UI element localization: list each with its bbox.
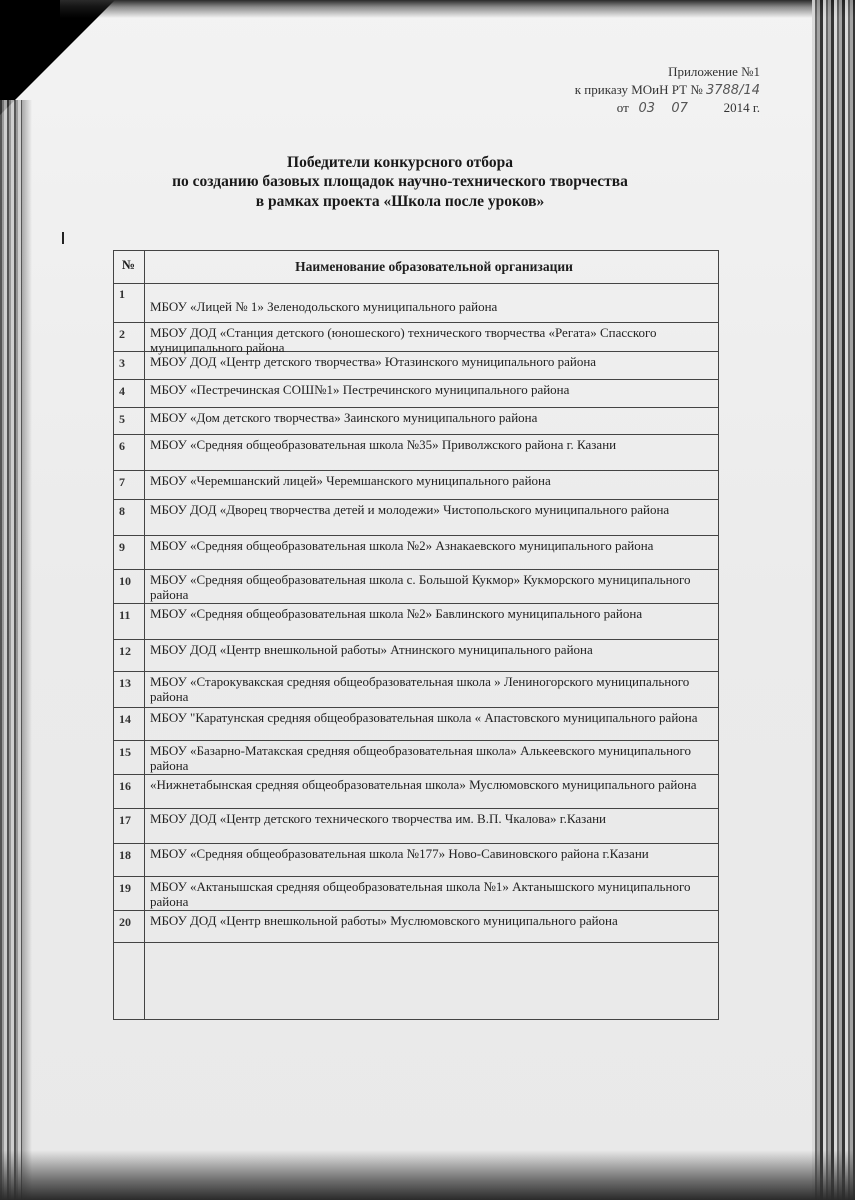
row-number: 11 <box>119 608 131 622</box>
row-number: 10 <box>119 574 131 588</box>
table-row <box>114 708 718 741</box>
table-row <box>114 741 718 775</box>
row-number: 13 <box>119 676 131 690</box>
row-number: 20 <box>119 915 131 929</box>
row-number: 5 <box>119 412 125 426</box>
annex-label: Приложение №1 <box>668 64 760 79</box>
header-name: Наименование образовательной организации <box>295 259 573 274</box>
document-title-line-1: Победители конкурсного отбора <box>287 154 513 171</box>
document-title-line-2: по созданию базовых площадок научно-технического творчества <box>172 173 628 190</box>
organization-name: МБОУ «Средняя общеобразовательная школа №177» Ново-Савиновского района г.Казани <box>150 846 649 861</box>
organization-name: МБОУ ДОД «Станция детского (юношеского) технического творчества «Регата» Спасского муниципального района <box>150 325 657 355</box>
table-row <box>114 877 718 911</box>
table-row <box>114 570 718 604</box>
row-number: 18 <box>119 848 131 862</box>
header-num: № <box>122 257 136 272</box>
scan-edge-bottom <box>0 1150 855 1200</box>
table-row <box>114 844 718 877</box>
table-row <box>114 809 718 844</box>
row-number: 7 <box>119 475 125 489</box>
organization-name: «Нижнетабынская средняя общеобразовательная школа» Муслюмовского муниципального района <box>150 777 697 792</box>
table-row <box>114 408 718 435</box>
date-year: 2014 г. <box>723 100 760 115</box>
table-row <box>114 323 718 355</box>
table-row <box>114 380 718 408</box>
document-title-line-3: в рамках проекта «Школа после уроков» <box>255 193 545 210</box>
organization-name: МБОУ «Черемшанский лицей» Черемшанского муниципального района <box>150 473 551 488</box>
table-row <box>114 283 718 323</box>
organization-name: МБОУ «Дом детского творчества» Заинского муниципального района <box>150 410 538 425</box>
order-reference <box>440 82 760 98</box>
row-number: 4 <box>119 384 125 398</box>
organization-name: МБОУ «Средняя общеобразовательная школа №2» Азнакаевского муниципального района <box>150 538 654 553</box>
table-header <box>114 251 718 284</box>
row-number: 19 <box>119 881 131 895</box>
scan-shadow-left <box>22 100 32 1200</box>
table-row <box>114 500 718 536</box>
row-number: 14 <box>119 712 131 726</box>
table-row <box>114 352 718 380</box>
organization-name: МБОУ ДОД «Центр детского технического творчества им. В.П. Чкалова» г.Казани <box>150 811 606 826</box>
row-number: 8 <box>119 504 125 518</box>
organization-name: МБОУ «Средняя общеобразовательная школа с. Большой Кукмор» Кукморского муниципального района <box>150 572 691 602</box>
row-number: 17 <box>119 813 131 827</box>
row-number: 3 <box>119 356 125 370</box>
organization-name: МБОУ ДОД «Центр внешкольной работы» Муслюмовского муниципального района <box>150 913 618 928</box>
organization-name: МБОУ «Средняя общеобразовательная школа №2» Бавлинского муниципального района <box>150 606 643 621</box>
date-month: 07 <box>671 101 688 116</box>
row-number: 2 <box>119 327 125 341</box>
organization-name: МБОУ «Лицей № 1» Зеленодольского муниципального района <box>150 299 498 314</box>
table-row <box>114 943 718 975</box>
table-row <box>114 471 718 500</box>
row-number: 16 <box>119 779 131 793</box>
row-number: 15 <box>119 745 131 759</box>
organization-name: МБОУ ДОД «Центр внешкольной работы» Атнинского муниципального района <box>150 642 593 657</box>
scan-edge-right <box>812 0 855 1200</box>
row-number: 6 <box>119 439 125 453</box>
table-row <box>114 435 718 471</box>
order-prefix: к приказу МОиН РТ № <box>574 82 703 97</box>
organization-name: МБОУ «Пестречинская СОШ№1» Пестречинского муниципального района <box>150 382 570 397</box>
table-row <box>114 911 718 943</box>
organization-name: МБОУ «Средняя общеобразовательная школа №35» Приволжского района г. Казани <box>150 437 617 452</box>
organization-name: МБОУ ДОД «Дворец творчества детей и молодежи» Чистопольского муниципального района <box>150 502 670 517</box>
scan-mark <box>62 232 64 244</box>
date-prefix: от <box>616 100 629 115</box>
row-number: 12 <box>119 644 131 658</box>
scan-edge-left <box>0 100 22 1200</box>
row-number: 1 <box>119 287 125 301</box>
row-number: 9 <box>119 540 125 554</box>
date-day: 03 <box>638 101 656 116</box>
organization-name: МБОУ «Актанышская средняя общеобразовательная школа №1» Актанышского муниципального района <box>150 879 691 909</box>
order-number: 3788/14 <box>705 83 760 98</box>
table-row <box>114 775 718 809</box>
organization-name: МБОУ "Каратунская средняя общеобразовательная школа « Апастовского муниципального района <box>150 710 698 725</box>
organization-name: МБОУ «Старокувакская средняя общеобразовательная школа » Лениногорского муниципального района <box>150 674 690 704</box>
order-date <box>440 100 760 116</box>
table-row <box>114 536 718 570</box>
table-row <box>114 640 718 672</box>
organization-name: МБОУ «Базарно-Матакская средняя общеобразовательная школа» Алькеевского муниципального района <box>150 743 692 773</box>
winners-table <box>113 250 719 1020</box>
table-row <box>114 604 718 640</box>
scan-edge-top <box>60 0 855 18</box>
organization-name: МБОУ ДОД «Центр детского творчества» Ютазинского муниципального района <box>150 354 597 369</box>
table-row <box>114 672 718 708</box>
